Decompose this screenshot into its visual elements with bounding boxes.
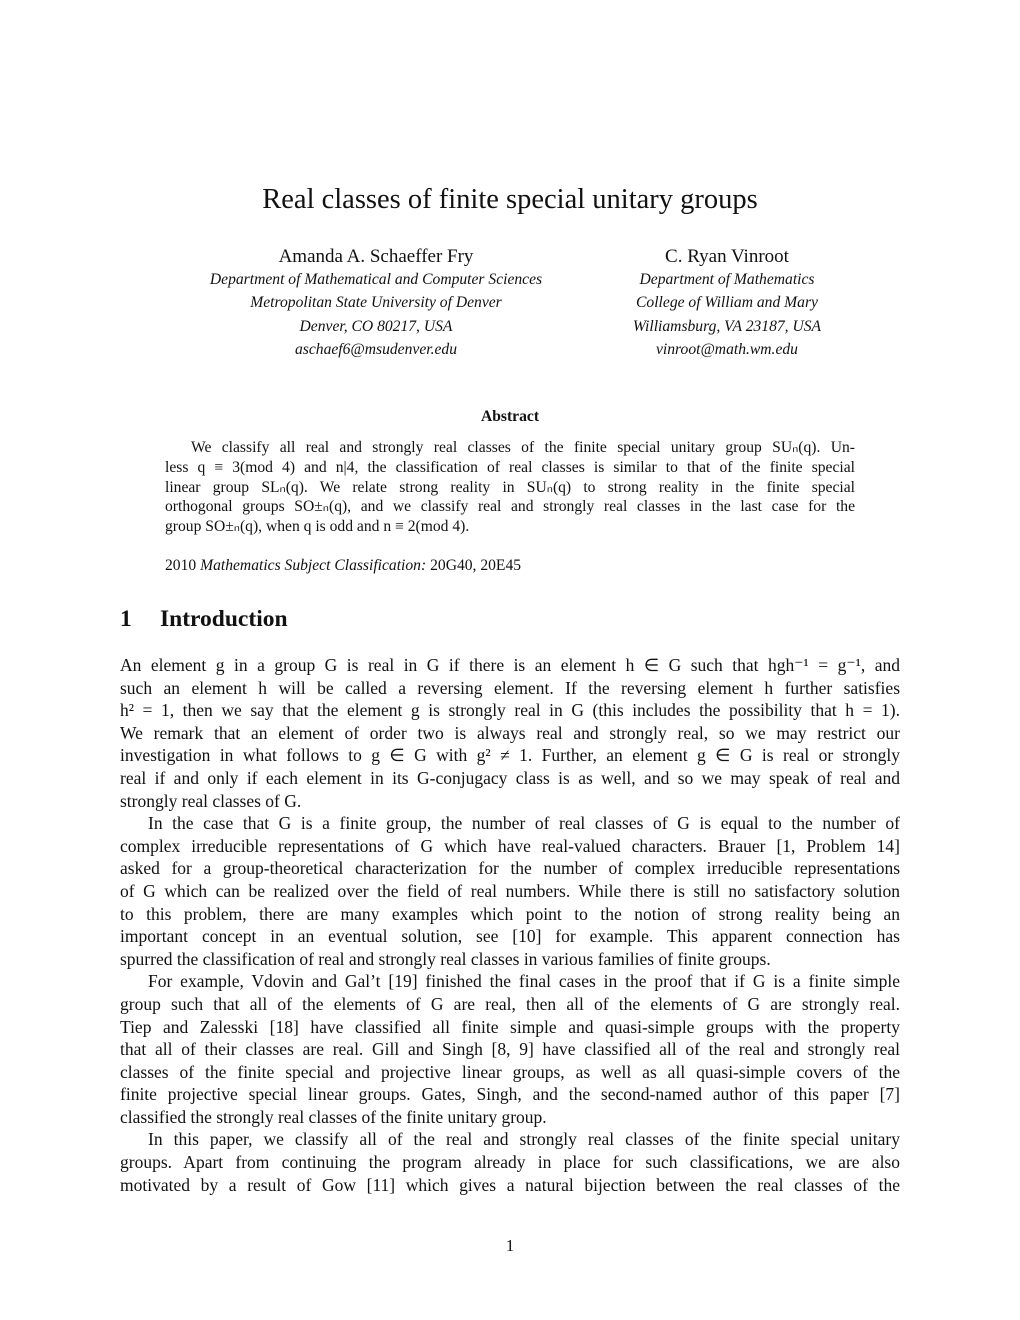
body-line: asked for a group-theoretical characterization for the number of complex irreducible representations bbox=[120, 858, 900, 879]
body-line: For example, Vdovin and Gal’t [19] finished the final cases in the proof that if G is a finite simple bbox=[148, 971, 900, 992]
page-number: 1 bbox=[505, 1236, 515, 1255]
body-line: An element g in a group G is real in G if there is an element h ∈ G such that hgh⁻¹ = g⁻¹, and bbox=[120, 655, 900, 675]
body-line: investigation in what follows to g ∈ G with g² ≠ 1. Further, an element g ∈ G is real or strongly bbox=[120, 745, 900, 766]
body-line: that all of their classes are real. Gill and Singh [8, 9] have classified all of the real and strongly real bbox=[120, 1039, 900, 1060]
body-line: strongly real classes of G. bbox=[120, 790, 302, 811]
abstract-line: orthogonal groups SO±ₙ(q), and we classify real and strongly real classes in the last case for the bbox=[165, 498, 855, 516]
body-line: In this paper, we classify all of the real and strongly real classes of the finite special unitary bbox=[148, 1129, 900, 1150]
body-line: to this problem, there are many examples which point to the notion of strong reality being an bbox=[120, 903, 900, 924]
author-name: Amanda A. Schaeffer Fry bbox=[278, 246, 474, 267]
paper-title: Real classes of finite special unitary groups bbox=[262, 184, 758, 215]
author-department: Department of Mathematics bbox=[639, 271, 815, 289]
author-department: Department of Mathematical and Computer Sciences bbox=[209, 271, 543, 289]
msc-label: Mathematics Subject Classification: bbox=[200, 557, 427, 574]
section-title: Introduction bbox=[160, 606, 288, 632]
body-line: We remark that an element of order two is always real and strongly real, so we may restrict our bbox=[120, 722, 900, 743]
section-heading bbox=[120, 606, 288, 633]
author-location: Denver, CO 80217, USA bbox=[299, 317, 453, 335]
body-line: h² = 1, then we say that the element g is strongly real in G (this includes the possibility that h = 1). bbox=[120, 700, 900, 721]
body-line: important concept in an eventual solution, see [10] for example. This apparent connection has bbox=[120, 926, 900, 947]
body-text bbox=[120, 654, 900, 1196]
body-line: groups. Apart from continuing the program already in place for such classifications, we are also bbox=[120, 1152, 900, 1173]
body-line: of G which can be realized over the field of real numbers. While there is still no satisfactory solution bbox=[120, 880, 900, 901]
body-line: classes of the finite special and projective linear groups, as well as all quasi-simple covers of the bbox=[120, 1061, 900, 1082]
msc-year: 2010 bbox=[165, 557, 197, 574]
body-line: classified the strongly real classes of the finite unitary group. bbox=[120, 1106, 547, 1127]
section-number: 1 bbox=[120, 606, 132, 632]
abstract-line: less q ≡ 3(mod 4) and n|4, the classification of real classes is similar to that of the finite special bbox=[165, 458, 855, 476]
author-name: C. Ryan Vinroot bbox=[665, 246, 789, 267]
abstract-line: linear group SLₙ(q). We relate strong reality in SUₙ(q) to strong reality in the finite special bbox=[165, 478, 855, 496]
body-line: In the case that G is a finite group, the number of real classes of G is equal to the number of bbox=[148, 813, 900, 834]
body-line: Tiep and Zalesski [18] have classified all finite simple and quasi-simple groups with the property bbox=[120, 1016, 900, 1037]
body-line: group such that all of the elements of G are real, then all of the elements of G are strongly real. bbox=[120, 993, 900, 1014]
body-line: motivated by a result of Gow [11] which gives a natural bijection between the real classes of the bbox=[120, 1174, 900, 1195]
author-email: vinroot@math.wm.edu bbox=[656, 340, 798, 358]
abstract-heading: Abstract bbox=[480, 408, 540, 425]
author-block-2 bbox=[577, 245, 877, 361]
author-email: aschaef6@msudenver.edu bbox=[294, 340, 457, 358]
body-line: finite projective special linear groups. Gates, Singh, and the second-named author of this paper [7] bbox=[120, 1084, 900, 1105]
abstract-body bbox=[165, 438, 855, 537]
body-line: spurred the classification of real and strongly real classes in various families of finite groups. bbox=[120, 948, 771, 969]
body-line: real if and only if each element in its G-conjugacy class is as well, and so we may speak of real and bbox=[120, 767, 900, 788]
author-institution: College of William and Mary bbox=[636, 294, 818, 312]
msc-codes: 20G40, 20E45 bbox=[430, 557, 522, 574]
abstract-line: We classify all real and strongly real classes of the finite special unitary group SUₙ(q). Un- bbox=[191, 439, 855, 456]
author-block-1 bbox=[176, 245, 576, 361]
abstract-line: group SO±ₙ(q), when q is odd and n ≡ 2(mod 4). bbox=[165, 518, 470, 536]
body-line: such an element h will be called a reversing element. If the reversing element h further satisfies bbox=[120, 677, 900, 698]
subject-classification bbox=[165, 557, 521, 575]
body-line: complex irreducible representations of G which have real-valued characters. Brauer [1, Problem 14] bbox=[120, 835, 900, 856]
author-location: Williamsburg, VA 23187, USA bbox=[632, 317, 822, 335]
author-institution: Metropolitan State University of Denver bbox=[250, 294, 502, 312]
